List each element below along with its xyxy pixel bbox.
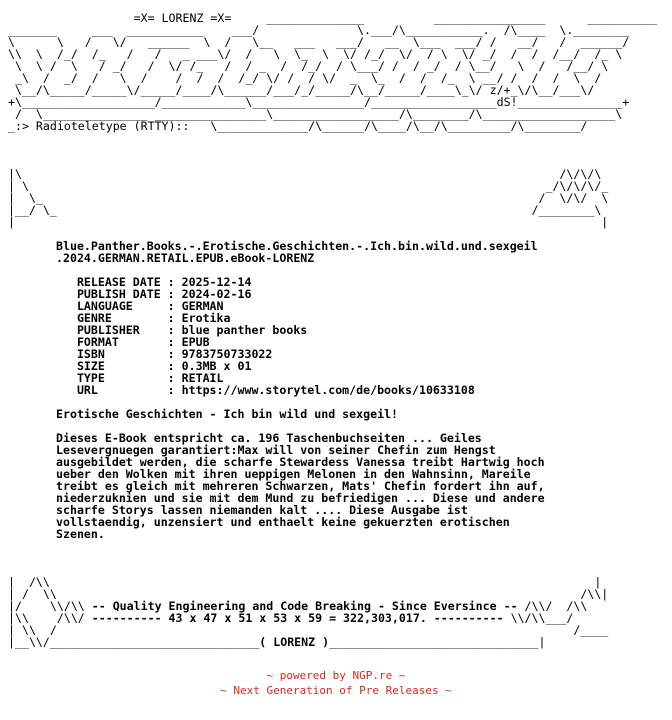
description-line: vollstaendig, unzensiert und enthaelt keine gekuerzten erotischen: [56, 515, 510, 529]
release-field-label: TYPE :: [56, 371, 182, 385]
release-field-label: ISBN :: [56, 347, 182, 361]
description-line: niederzuknien und sie mit dem Mund zu befriedigen ... Diese und andere: [56, 491, 545, 505]
release-field-value: 0.3MB x 01: [181, 359, 252, 373]
release-fields: [56, 275, 475, 397]
release-field-row: [56, 383, 475, 397]
description-line: Dieses E-Book entspricht ca. 196 Taschenbuchseiten ... Geiles: [56, 431, 482, 445]
release-field-label: RELEASE DATE :: [56, 275, 182, 289]
footer-tagline: -- Quality Engineering and Code Breaking - Since Eversince --: [91, 599, 518, 613]
release-field-value: 2025-12-14: [181, 275, 252, 289]
release-field-value: blue panther books: [181, 323, 308, 337]
description-line: ausgebildet werden, die scharfe Stewardess Vanessa treibt Hartwig hoch: [56, 455, 545, 469]
release-field-label: SIZE :: [56, 359, 182, 373]
box-top-ascii-art: |\ /\/\/\ | \ _/\/\/\/_ | \_ / \/\/ \ |__/ \_ /________\ | |: [8, 167, 609, 229]
release-field-value: RETAIL: [181, 371, 224, 385]
release-info: [56, 240, 545, 540]
footer-formula: ---------- 43 x 47 x 51 x 53 x 59 = 322,303,017. ----------: [91, 611, 504, 625]
release-field-label: GENRE :: [56, 311, 182, 325]
release-subtitle: Erotische Geschichten - Ich bin wild und sexgeil!: [56, 407, 399, 421]
release-field-value: EPUB: [181, 335, 210, 349]
description-line: treibt es gleich mit mehreren Schwarzen, Mats' Chefin fordert ihn auf,: [56, 479, 545, 493]
release-title-line2: .2024.GERMAN.RETAIL.EPUB.eBook-LORENZ: [56, 251, 315, 265]
powered-by-link[interactable]: ~ powered by NGP.re ~: [266, 669, 406, 682]
release-field-label: PUBLISHER :: [56, 323, 182, 337]
release-field-value: 9783750733022: [181, 347, 273, 361]
footer-ascii-art: | /\\ | | / \\ /\\| |/ \\/\\ -- Quality Engineering and Code Breaking - Since Eversince -- /\\/ /\\ |\\ /\\/ ---------- 43 x 47 x 51 x 53 x 59 = 322,303,017. ---------- \\/\\___/ | \\ / /____ |__\\/______________________________( LORENZ )______________________________|: [8, 575, 609, 649]
footer-links: [0, 668, 672, 698]
release-field-value[interactable]: https://www.storytel.com/de/books/10633108: [181, 383, 475, 397]
release-field-label: URL :: [56, 383, 182, 397]
description-line: ueber den Wolken mit ihren ueppigen Melonen in den Wahnsinn, Mareile: [56, 467, 531, 481]
description-line: Szenen.: [56, 527, 105, 541]
release-field-label: LANGUAGE :: [56, 299, 182, 313]
release-description: [56, 431, 545, 541]
ngp-tagline: ~ Next Generation of Pre Releases ~: [220, 684, 452, 697]
release-title-line1: Blue.Panther.Books.-.Erotische.Geschichten.-.Ich.bin.wild.und.sexgeil: [56, 239, 538, 253]
header-ascii-art: =X= LORENZ =X= ______________ ________________ __________ _______ ___ ___________ ___/ \.___/\___________. /\____ \.________ \ \ / \/ ______ \ / \__ ___ ___/ __ \___ ___/ / __/ / ______/ \\ \ /_/ /_ / / _ ___\/ / \ \_ \ \/ /_/ \/ / \ \/ _/ / / /__/ /_ \ \ \ / \ / _/ / \/ /_ / / _ / /_/ / \___/ / / _/ / \__/ \ / /__/ \ _\ / _/ / \ / / / / /_/ \/ / / \/ _ \_ / / /_ \ __/ / / / \ / \__/\_____/_____\/_____/____/\______/___/_/_____/\__/_____/____\_\/ z/+_\/\__/___\/ +\___________________/____________\________________/__________________dS!_______________+ / \_______________ ________________\__________________/\________/\___________________\ _:> Radioteletype (RTTY):: \_____________/\______/\____/\__/\_________/\________/: [8, 11, 658, 133]
description-line: scharfe Storys lassen niemanden kalt .... Diese Ausgabe ist: [56, 503, 468, 517]
release-field-label: PUBLISH DATE :: [56, 287, 182, 301]
release-field-value: Erotika: [181, 311, 231, 325]
footer-group-tag: ( LORENZ ): [259, 635, 330, 649]
description-line: Lesevergnuegen garantiert:Max will von seiner Chefin zum Hengst: [56, 443, 496, 457]
release-field-value: GERMAN: [181, 299, 224, 313]
release-field-value: 2024-02-16: [181, 287, 252, 301]
release-field-label: FORMAT :: [56, 335, 182, 349]
